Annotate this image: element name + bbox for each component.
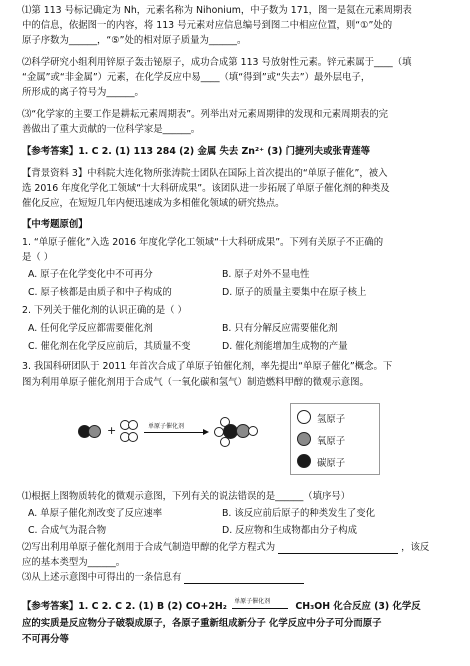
- legend-carbon-label: 碳原子: [317, 458, 346, 469]
- carbon-swatch: [297, 454, 311, 468]
- q3-part1: ⑴根据上图物质转化的微观示意图，下列有关的说法错误的是______（填序号）: [22, 491, 351, 502]
- oxygen-atom: [88, 425, 101, 438]
- reaction-diagram: [70, 403, 400, 477]
- q1-stem-line2: 是（ ）: [22, 252, 54, 263]
- reaction-arrow: [144, 432, 204, 433]
- q-element-line2: 中的信息，依据图一的内容，将 113 号元素对应信息编号到图二中相应位置，则“①”处的: [22, 20, 393, 31]
- final-answer-line2: 应的实质是反应物分子破裂成原子，各原子重新组成新分子 化学反应中分子可分而原子: [22, 618, 382, 629]
- background-line1: 【背景资料 3】中科院大连化物所张涛院士团队在国际上首次提出的“单原子催化”，被入: [22, 168, 388, 179]
- equation-arrow: [230, 598, 292, 613]
- q3-part2-text: ⑵写出利用单原子催化剂用于合成气制造甲醇的化学方程式为: [22, 542, 276, 553]
- background-line3: 催化反应，在短短几年内便迅速成为多相催化领域的研究热点。: [22, 198, 285, 209]
- q2-option-d: D. 催化剂能增加生成物的产量: [222, 341, 348, 352]
- arrow-head-icon: [203, 429, 209, 435]
- q3-part2-tail: ，该反: [401, 542, 430, 553]
- q2-option-b: B. 只有分解反应需要催化剂: [222, 323, 338, 334]
- q2-option-a: A. 任何化学反应都需要催化剂: [28, 323, 153, 334]
- background-line2: 选 2016 年度化学化工领域“十大科研成果”。该团队进一步拓展了单原子催化剂的种类及: [22, 183, 390, 194]
- hydrogen-swatch: [297, 410, 311, 424]
- q-element-line6: 所形成的离子符号为______。: [22, 87, 144, 98]
- q3-option-c: C. 合成气为混合物: [28, 525, 107, 536]
- final-answer-text-2: CH₃OH 化合反应 (3) 化学反: [295, 601, 421, 612]
- q3-part3: [22, 572, 304, 584]
- legend-hydrogen-label: 氢原子: [317, 414, 346, 425]
- final-answer-line1: [22, 598, 421, 613]
- answer-block-1: 【参考答案】1. C 2. (1) 113 284 (2) 金属 失去 Zn²⁺ (3) 门捷列夫或张青莲等: [22, 146, 371, 157]
- q1-option-a: A. 原子在化学变化中不可再分: [28, 269, 153, 280]
- q-element-line3: 原子序数为______，“⑤”处的相对原子质量为______。: [22, 35, 247, 46]
- q3-part2-line1: [22, 542, 429, 554]
- final-answer-text-1: 【参考答案】1. C 2. C 2. (1) B (2) CO+2H₂: [22, 601, 227, 612]
- answer-blank: [184, 573, 304, 584]
- answer-blank: [278, 543, 398, 554]
- q-element-line5: “金属”或“非金属”）元素，在化学反应中易____（填“得到”或“失去”）最外层电子，: [22, 72, 371, 83]
- oxygen-swatch: [297, 432, 311, 446]
- q3-option-a: A. 单原子催化剂改变了反应速率: [28, 508, 163, 519]
- q3-option-d: D. 反应物和生成物都由分子构成: [222, 525, 358, 536]
- hydrogen-atom: [128, 420, 138, 430]
- q-element-line1: ⑴第 113 号标记确定为 Nh，元素名称为 Nihonium，中子数为 171，图一是氦在元素周期表: [22, 5, 412, 16]
- q1-stem-line1: 1. “单原子催化”入选 2016 年度化学化工领域“十大科研成果”。下列有关原子不正确的: [22, 237, 384, 248]
- q3-stem-line2: 图为利用单原子催化剂用于合成气（一氧化碳和氢气）制造燃料甲醇的微观示意图。: [22, 377, 369, 388]
- q1-option-d: D. 原子的质量主要集中在原子核上: [222, 287, 367, 298]
- q-element-line4: ⑵科学研究小组利用锌原子轰击铋原子，成功合成第 113 号放射性元素。锌元素属于____（填: [22, 57, 412, 68]
- q3-option-b: B. 该反应前后原子的种类发生了变化: [222, 508, 376, 519]
- equation-condition: 单原子催化剂: [234, 598, 271, 605]
- q3-part3-text: ⑶从上述示意图中可得出的一条信息有: [22, 572, 182, 583]
- hydrogen-atom: [248, 426, 258, 436]
- q1-option-c: C. 原子核都是由质子和中子构成的: [28, 287, 172, 298]
- hydrogen-atom: [128, 432, 138, 442]
- q3-part2-line2: 应的基本类型为______。: [22, 557, 126, 568]
- q3-stem-line1: 3. 我国科研团队于 2011 年首次合成了单原子铂催化剂，率先提出“单原子催化”概念。下: [22, 361, 393, 372]
- q2-option-c: C. 催化剂在化学反应前后，其质量不变: [28, 341, 191, 352]
- q-element-line7: ⑶“化学家的主要工作是耕耘元素周期表”。列举出对元素周期律的发现和元素周期表的完: [22, 109, 388, 120]
- arrow-label: 单原子催化剂: [148, 423, 185, 430]
- q-element-line8: 善做出了重大贡献的一位科学家是______。: [22, 124, 201, 135]
- legend-oxygen-label: 氧原子: [317, 436, 346, 447]
- atom-legend: [290, 403, 380, 475]
- q1-option-b: B. 原子对外不显电性: [222, 269, 310, 280]
- final-answer-line3: 不可再分等: [22, 634, 69, 645]
- q2-stem: 2. 下列关于催化剂的认识正确的是（ ）: [22, 305, 187, 316]
- equation-arrow-line: [232, 608, 288, 609]
- section-title: 【中考题原创】: [22, 219, 88, 230]
- plus-sign: +: [107, 424, 117, 437]
